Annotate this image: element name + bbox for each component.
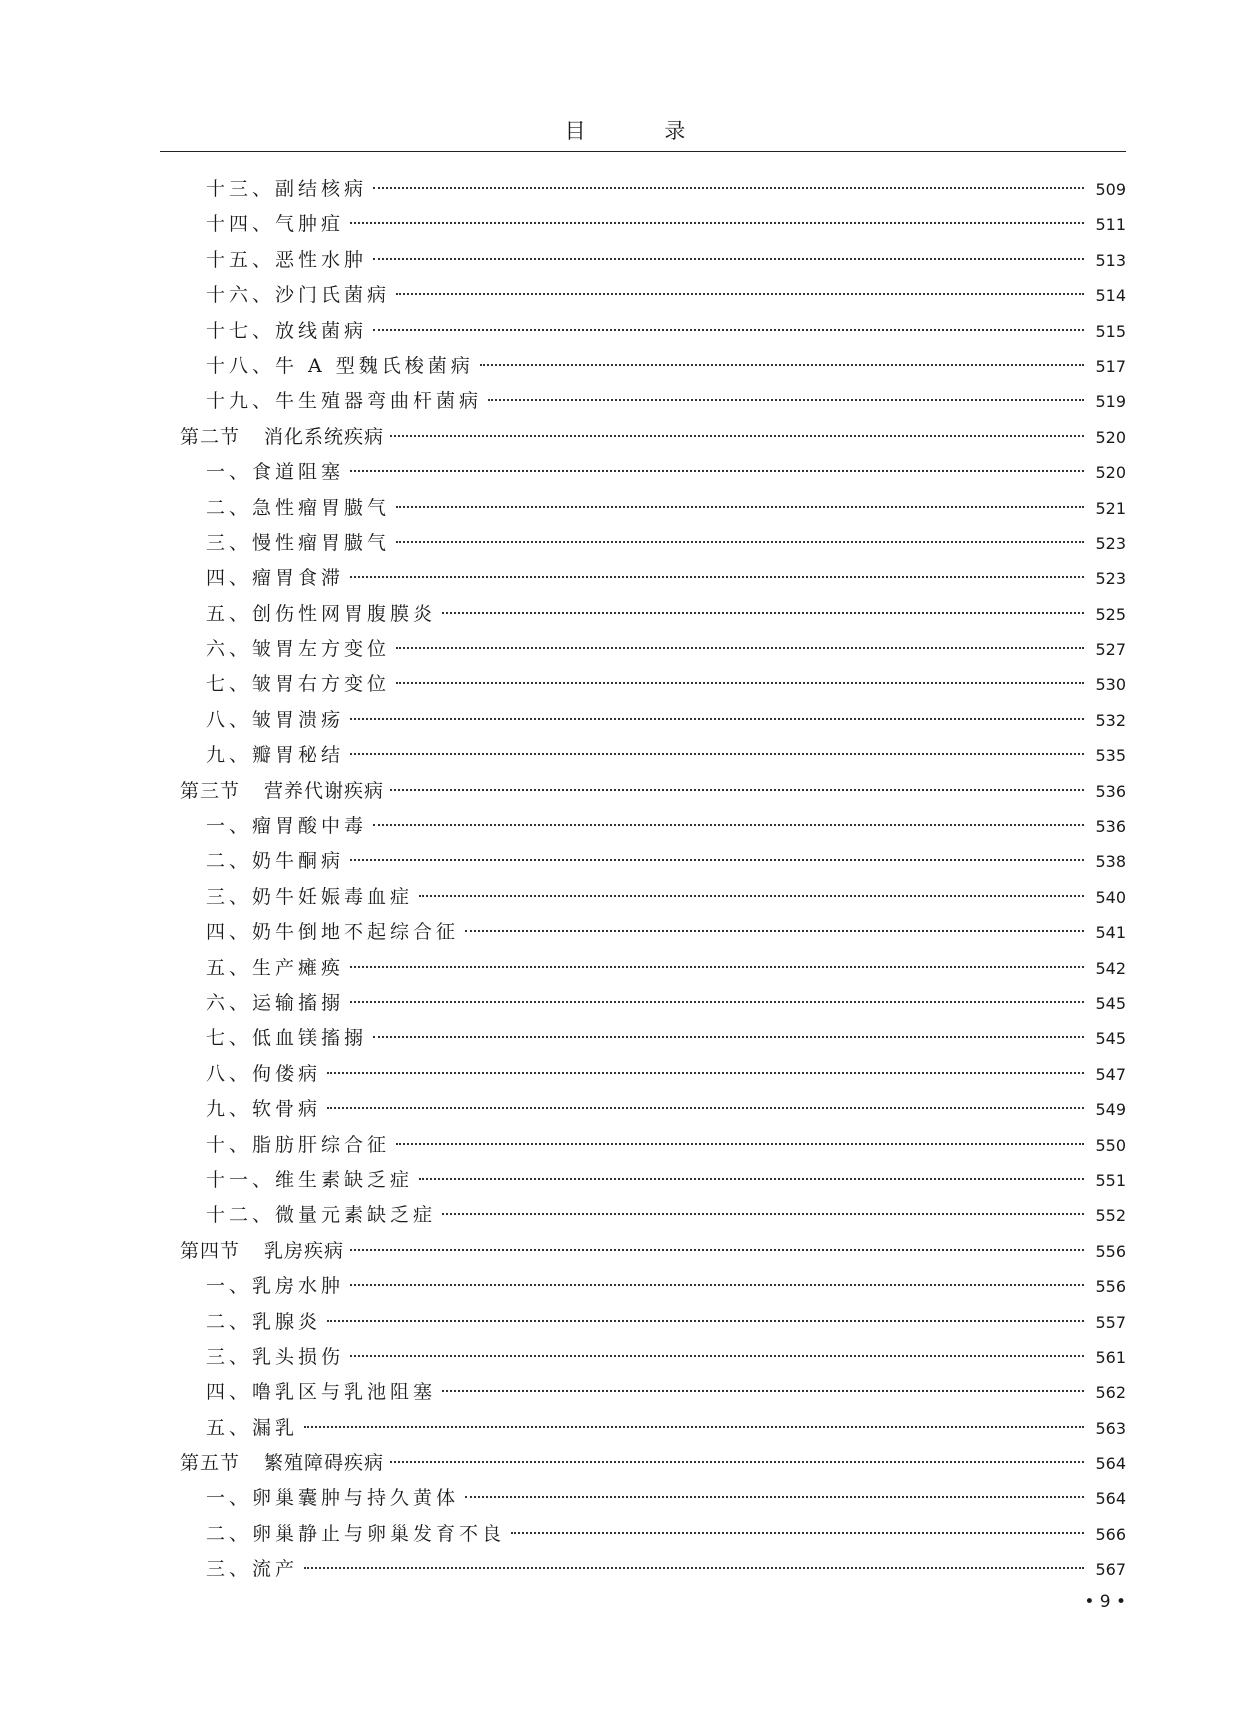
page-number: • 9 • xyxy=(1084,1592,1126,1612)
toc-page-number: 541 xyxy=(1095,923,1126,943)
toc-section-number: 第四节 xyxy=(180,1239,241,1262)
toc-entry-label: 四、噜乳区与乳池阻塞 xyxy=(206,1381,437,1404)
toc-dot-leader xyxy=(480,364,1084,366)
page-header-title: 目 录 xyxy=(564,119,722,143)
toc-entry-row[interactable] xyxy=(180,986,1126,1021)
toc-dot-leader xyxy=(373,258,1084,260)
toc-entry-row[interactable] xyxy=(180,880,1126,915)
toc-page-number: 562 xyxy=(1095,1383,1126,1403)
toc-entry-label: 十六、沙门氏菌病 xyxy=(206,284,391,307)
toc-entry-row[interactable] xyxy=(180,809,1126,844)
toc-page-number: 542 xyxy=(1095,958,1126,978)
toc-entry-label: 八、佝偻病 xyxy=(206,1062,322,1085)
toc-section-row[interactable] xyxy=(180,1234,1126,1269)
toc-entry-row[interactable] xyxy=(180,1305,1126,1340)
table-of-contents xyxy=(180,172,1126,1588)
toc-entry-row[interactable] xyxy=(180,915,1126,950)
toc-section-row[interactable] xyxy=(180,774,1126,809)
toc-entry-label: 十五、恶性水肿 xyxy=(206,248,368,271)
toc-dot-leader xyxy=(373,1036,1084,1038)
toc-entry-row[interactable] xyxy=(180,597,1126,632)
toc-entry-row[interactable] xyxy=(180,1481,1126,1516)
toc-entry-row[interactable] xyxy=(180,455,1126,490)
toc-dot-leader xyxy=(350,966,1084,968)
toc-page-number: 509 xyxy=(1095,180,1126,199)
toc-entry-label: 一、乳房水肿 xyxy=(206,1275,345,1298)
toc-entry-row[interactable] xyxy=(180,561,1126,596)
toc-entry-label: 一、瘤胃酸中毒 xyxy=(206,815,368,838)
toc-section-label xyxy=(180,774,384,809)
toc-entry-label: 十三、副结核病 xyxy=(206,178,368,200)
toc-dot-leader xyxy=(396,682,1084,684)
toc-entry-label: 六、皱胃左方变位 xyxy=(206,638,391,661)
toc-dot-leader xyxy=(396,506,1084,508)
toc-dot-leader xyxy=(327,1320,1084,1322)
toc-dot-leader xyxy=(373,329,1084,331)
toc-dot-leader xyxy=(488,399,1084,401)
toc-page-number: 551 xyxy=(1095,1170,1126,1190)
toc-entry-label: 一、卵巢囊肿与持久黄体 xyxy=(206,1487,460,1510)
toc-page-number: 535 xyxy=(1095,746,1126,766)
toc-entry-row[interactable] xyxy=(180,314,1126,349)
toc-page-number: 513 xyxy=(1095,250,1126,270)
toc-page-number: 550 xyxy=(1095,1135,1126,1155)
toc-dot-leader xyxy=(396,1143,1084,1145)
toc-entry-row[interactable] xyxy=(180,1375,1126,1410)
toc-dot-leader xyxy=(350,859,1084,861)
toc-section-label xyxy=(180,1446,384,1481)
toc-entry-label: 七、皱胃右方变位 xyxy=(206,673,391,696)
toc-dot-leader xyxy=(442,1390,1084,1392)
toc-entry-row[interactable] xyxy=(180,667,1126,702)
toc-entry-label: 十一、维生素缺乏症 xyxy=(206,1168,414,1191)
toc-section-label xyxy=(180,1234,344,1269)
toc-page-number: 520 xyxy=(1095,427,1126,447)
toc-page-number: 549 xyxy=(1095,1100,1126,1120)
toc-page-number: 530 xyxy=(1095,675,1126,695)
toc-page-number: 564 xyxy=(1095,1454,1126,1474)
toc-section-label xyxy=(180,420,384,455)
toc-section-row[interactable] xyxy=(180,420,1126,455)
toc-section-title: 繁殖障碍疾病 xyxy=(264,1452,385,1475)
toc-dot-leader xyxy=(304,1567,1084,1569)
toc-page-number: 552 xyxy=(1095,1206,1126,1226)
toc-page-number: 517 xyxy=(1095,356,1126,376)
toc-page-number: 536 xyxy=(1095,781,1126,801)
toc-entry-label: 十二、微量元素缺乏症 xyxy=(206,1204,437,1227)
toc-entry-row[interactable] xyxy=(180,1163,1126,1198)
toc-entry-row[interactable] xyxy=(180,491,1126,526)
toc-page-number: 557 xyxy=(1095,1312,1126,1332)
toc-entry-label: 十七、放线菌病 xyxy=(206,319,368,342)
toc-section-number: 第二节 xyxy=(180,425,241,448)
toc-entry-row[interactable] xyxy=(180,1021,1126,1056)
toc-entry-row[interactable] xyxy=(180,526,1126,561)
toc-entry-row[interactable] xyxy=(180,1198,1126,1233)
toc-entry-label: 四、瘤胃食滞 xyxy=(206,567,345,590)
toc-entry-row[interactable] xyxy=(180,1128,1126,1163)
toc-entry-label: 二、卵巢静止与卵巢发育不良 xyxy=(206,1522,506,1545)
toc-page-number: 563 xyxy=(1095,1418,1126,1438)
toc-dot-leader xyxy=(373,824,1084,826)
toc-dot-leader xyxy=(511,1532,1084,1534)
toc-entry-label: 二、乳腺炎 xyxy=(206,1310,322,1333)
toc-entry-label: 三、流产 xyxy=(206,1558,299,1581)
toc-page-number: 527 xyxy=(1095,640,1126,660)
toc-dot-leader xyxy=(350,1284,1084,1286)
toc-entry-label: 九、瓣胃秘结 xyxy=(206,744,345,767)
toc-page-number: 561 xyxy=(1095,1347,1126,1367)
toc-entry-row[interactable] xyxy=(180,703,1126,738)
toc-section-number: 第三节 xyxy=(180,779,241,802)
toc-dot-leader xyxy=(465,930,1084,932)
toc-entry-row[interactable] xyxy=(180,844,1126,879)
toc-dot-leader xyxy=(350,576,1084,578)
toc-entry-row[interactable] xyxy=(180,207,1126,242)
toc-entry-row[interactable] xyxy=(180,1340,1126,1375)
toc-dot-leader xyxy=(350,470,1084,472)
toc-dot-leader xyxy=(419,895,1084,897)
toc-page-number: 514 xyxy=(1095,286,1126,306)
toc-dot-leader xyxy=(304,1426,1084,1428)
toc-dot-leader xyxy=(396,647,1084,649)
toc-page-number: 523 xyxy=(1095,569,1126,589)
toc-dot-leader xyxy=(442,1213,1084,1215)
toc-entry-row[interactable] xyxy=(180,1269,1126,1304)
toc-entry-label: 二、急性瘤胃臌气 xyxy=(206,496,391,519)
toc-page-number: 567 xyxy=(1095,1560,1126,1580)
toc-entry-row[interactable] xyxy=(180,738,1126,773)
toc-page-number: 564 xyxy=(1095,1489,1126,1509)
toc-entry-label: 三、慢性瘤胃臌气 xyxy=(206,531,391,554)
toc-dot-leader xyxy=(442,612,1084,614)
toc-dot-leader xyxy=(350,1355,1084,1357)
toc-page-number: 545 xyxy=(1095,993,1126,1013)
toc-entry-label: 六、运输搐搦 xyxy=(206,991,345,1014)
toc-page-number: 547 xyxy=(1095,1064,1126,1084)
toc-entry-label: 三、奶牛妊娠毒血症 xyxy=(206,885,414,908)
toc-entry-label: 十八、牛 A 型魏氏梭菌病 xyxy=(206,354,474,377)
toc-page-number: 519 xyxy=(1095,392,1126,412)
toc-entry-row[interactable] xyxy=(180,243,1126,278)
toc-dot-leader xyxy=(390,1461,1084,1463)
toc-entry-label: 八、皱胃溃疡 xyxy=(206,708,345,731)
toc-entry-row[interactable] xyxy=(180,1552,1126,1587)
toc-section-title: 消化系统疾病 xyxy=(264,425,385,448)
toc-dot-leader xyxy=(350,753,1084,755)
toc-dot-leader xyxy=(327,1107,1084,1109)
toc-entry-row[interactable] xyxy=(180,278,1126,313)
toc-entry-row[interactable] xyxy=(180,384,1126,419)
toc-entry-row[interactable] xyxy=(180,172,1126,207)
toc-entry-label: 二、奶牛酮病 xyxy=(206,850,345,873)
toc-entry-row[interactable] xyxy=(180,951,1126,986)
toc-page-number: 515 xyxy=(1095,321,1126,341)
toc-dot-leader xyxy=(350,718,1084,720)
toc-section-number: 第五节 xyxy=(180,1452,241,1475)
toc-dot-leader xyxy=(419,1178,1084,1180)
toc-dot-leader xyxy=(390,435,1084,437)
toc-entry-row[interactable] xyxy=(180,632,1126,667)
toc-page-number: 540 xyxy=(1095,887,1126,907)
toc-page-number: 523 xyxy=(1095,533,1126,553)
toc-dot-leader xyxy=(373,187,1084,189)
toc-page-number: 525 xyxy=(1095,604,1126,624)
toc-entry-label: 十、脂肪肝综合征 xyxy=(206,1133,391,1156)
toc-entry-label: 五、创伤性网胃腹膜炎 xyxy=(206,602,437,625)
toc-page-number: 556 xyxy=(1095,1277,1126,1297)
toc-section-title: 营养代谢疾病 xyxy=(264,779,385,802)
toc-page-number: 545 xyxy=(1095,1029,1126,1049)
toc-dot-leader xyxy=(350,1001,1084,1003)
toc-dot-leader xyxy=(465,1496,1084,1498)
toc-entry-row[interactable] xyxy=(180,1517,1126,1552)
toc-page-number: 536 xyxy=(1095,817,1126,837)
toc-entry-label: 五、漏乳 xyxy=(206,1416,299,1439)
toc-entry-row[interactable] xyxy=(180,1411,1126,1446)
toc-entry-label: 九、软骨病 xyxy=(206,1098,322,1121)
toc-dot-leader xyxy=(327,1072,1084,1074)
toc-page-number: 566 xyxy=(1095,1524,1126,1544)
toc-entry-label: 十四、气肿疽 xyxy=(206,213,345,236)
toc-section-title: 乳房疾病 xyxy=(264,1239,345,1262)
toc-page-number: 538 xyxy=(1095,852,1126,872)
toc-entry-row[interactable] xyxy=(180,349,1126,384)
toc-entry-label: 四、奶牛倒地不起综合征 xyxy=(206,921,460,944)
toc-entry-label: 十九、牛生殖器弯曲杆菌病 xyxy=(206,390,483,413)
toc-entry-row[interactable] xyxy=(180,1057,1126,1092)
toc-entry-label: 七、低血镁搐搦 xyxy=(206,1027,368,1050)
toc-page-number: 532 xyxy=(1095,710,1126,730)
toc-page-number: 521 xyxy=(1095,498,1126,518)
header-rule xyxy=(160,151,1126,152)
toc-dot-leader xyxy=(396,541,1084,543)
toc-section-row[interactable] xyxy=(180,1446,1126,1481)
toc-entry-label: 一、食道阻塞 xyxy=(206,461,345,484)
toc-dot-leader xyxy=(350,222,1084,224)
toc-entry-row[interactable] xyxy=(180,1092,1126,1127)
toc-page-number: 556 xyxy=(1095,1241,1126,1261)
toc-dot-leader xyxy=(396,293,1084,295)
toc-page-number: 511 xyxy=(1095,215,1126,235)
toc-page-number: 520 xyxy=(1095,463,1126,483)
toc-dot-leader xyxy=(390,789,1084,791)
toc-entry-label: 三、乳头损伤 xyxy=(206,1345,345,1368)
toc-entry-label: 五、生产瘫痪 xyxy=(206,956,345,979)
toc-dot-leader xyxy=(350,1249,1084,1251)
